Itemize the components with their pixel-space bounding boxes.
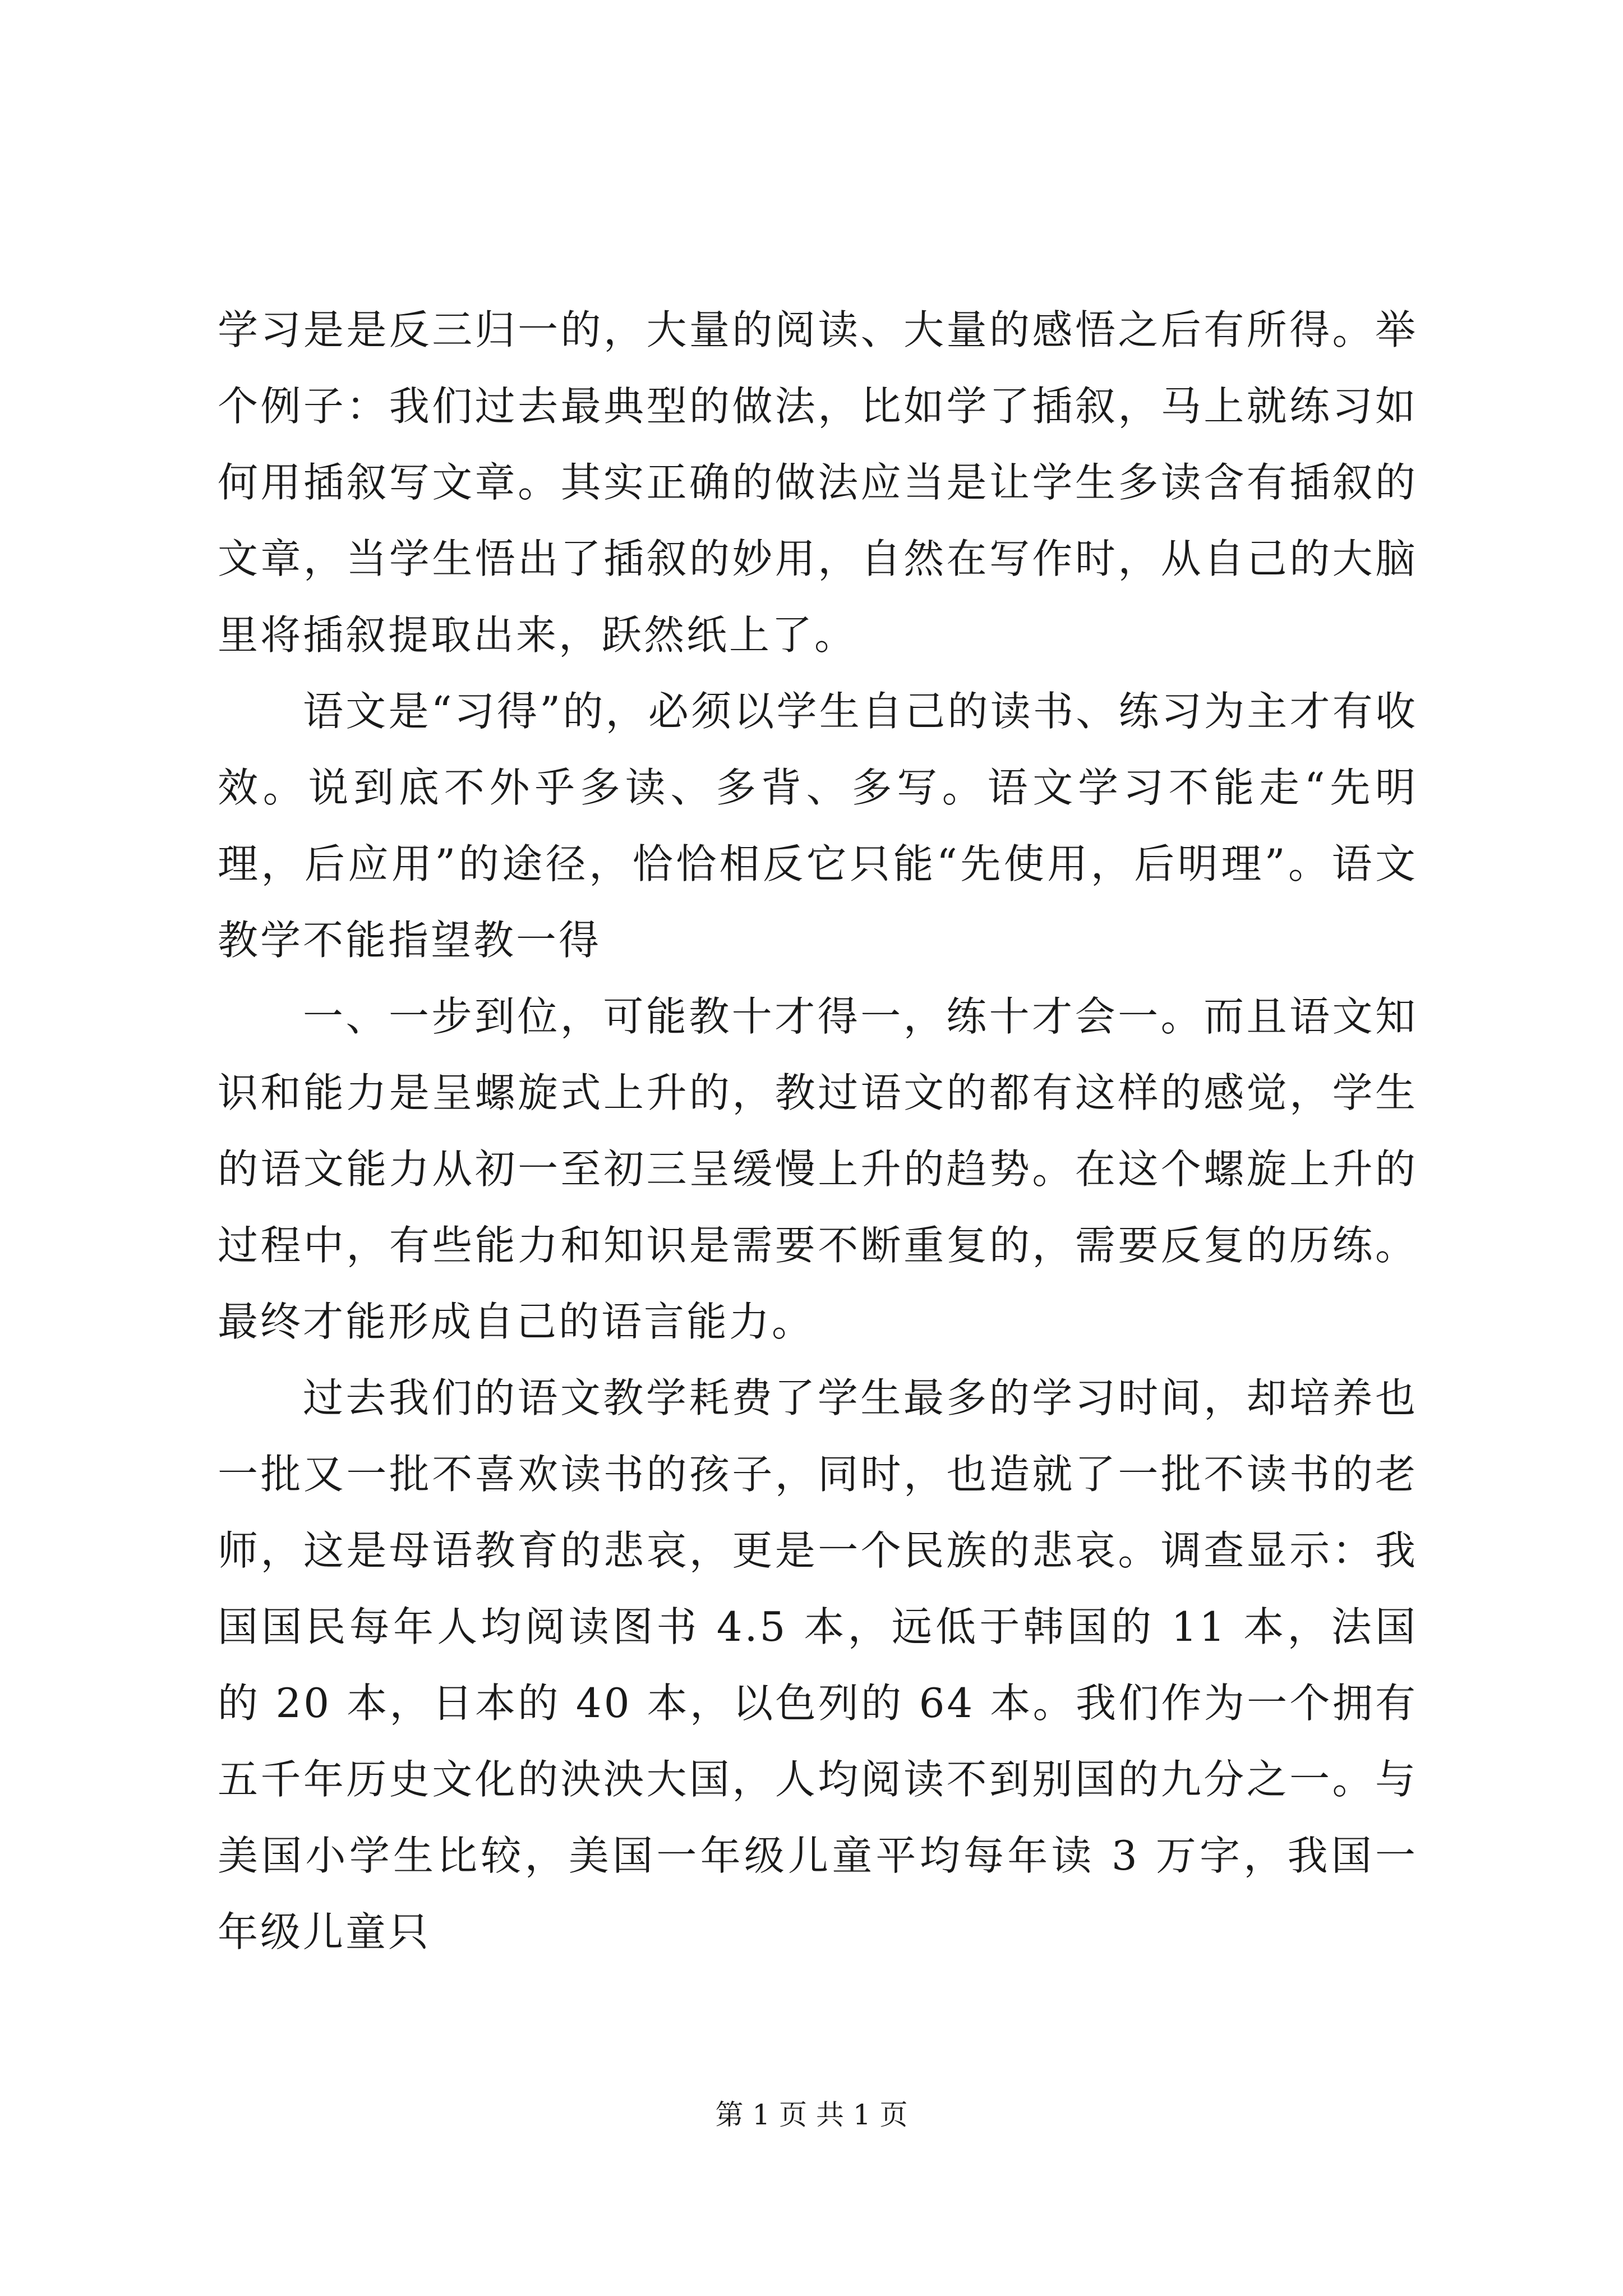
- paragraph-4: 过去我们的语文教学耗费了学生最多的学习时间，却培养也一批又一批不喜欢读书的孩子，同时，也造就了一批不读书的老师，这是母语教育的悲哀，更是一个民族的悲哀。调查显示：我国国民每年人均阅读图书 4.5 本，远低于韩国的 11 本，法国的 20 本，日本的 40 本，以色列的 64 本。我们作为一个拥有五千年历史文化的泱泱大国，人均阅读不到别国的九分之一。与美国小学生比较，美国一年级儿童平均每年读 3 万字，我国一年级儿童只: [218, 1374, 1418, 1955]
- paragraph-2: 语文是“习得”的，必须以学生自己的读书、练习为主才有收效。说到底不外乎多读、多背、多写。语文学习不能走“先明理，后应用”的途径，恰恰相反它只能“先使用，后明理”。语文教学不能指望教一得: [218, 688, 1418, 964]
- page-number-label: 第 1 页 共 1 页: [715, 2099, 908, 2131]
- paragraph-1: 学习是是反三归一的，大量的阅读、大量的感悟之后有所得。举个例子：我们过去最典型的做法，比如学了插叙，马上就练习如何用插叙写文章。其实正确的做法应当是让学生多读含有插叙的文章，当学生悟出了插叙的妙用，自然在写作时，从自己的大脑里将插叙提取出来，跃然纸上了。: [218, 306, 1418, 659]
- page-footer: [0, 2095, 1623, 2134]
- document-body: [218, 292, 1418, 1970]
- paragraph-3: 一、一步到位，可能教十才得一，练十才会一。而且语文知识和能力是呈螺旋式上升的，教过语文的都有这样的感觉，学生的语文能力从初一至初三呈缓慢上升的趋势。在这个螺旋上升的过程中，有些能力和知识是需要不断重复的，需要反复的历练。最终才能形成自己的语言能力。: [218, 993, 1418, 1345]
